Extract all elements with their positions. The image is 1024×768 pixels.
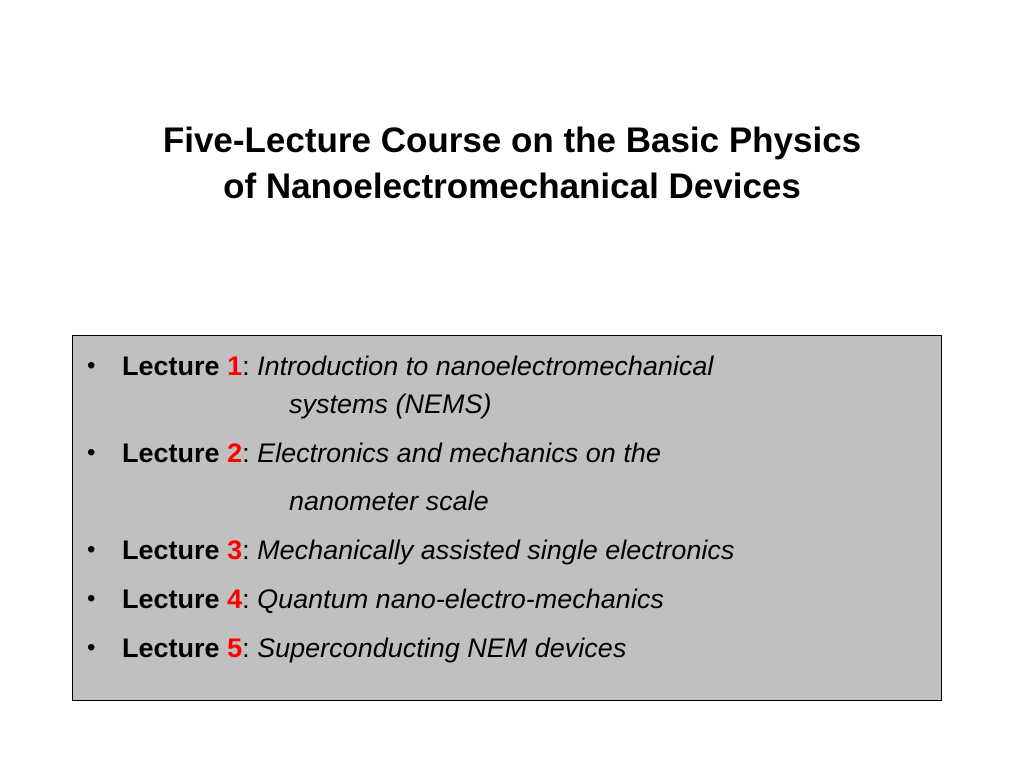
bullet-icon: •: [87, 536, 96, 563]
slide-title-line-1: Five-Lecture Course on the Basic Physics: [162, 121, 862, 160]
lecture-separator: :: [242, 584, 250, 614]
slide-title: [40, 118, 984, 210]
lecture-description: Superconducting NEM devices: [257, 633, 627, 663]
lecture-number: 2: [227, 438, 243, 468]
lecture-list: [73, 347, 941, 678]
lecture-separator: :: [242, 438, 250, 468]
lecture-separator: :: [242, 351, 250, 381]
list-item-lecture-4: [73, 580, 941, 618]
slide-title-line-2: of Nanoelectromechanical Devices: [223, 167, 801, 206]
bullet-icon: •: [87, 585, 96, 612]
lecture-separator: :: [242, 535, 250, 565]
list-item-lecture-5: [73, 629, 941, 667]
bullet-icon: •: [87, 634, 96, 661]
lecture-number: 1: [227, 351, 243, 381]
lecture-label: Lecture: [122, 438, 220, 468]
lecture-description-line-1: Electronics and mechanics on the: [257, 438, 661, 468]
bullet-icon: •: [87, 352, 96, 379]
list-item-lecture-2: [73, 434, 941, 520]
lecture-description-line-2: nanometer scale: [289, 486, 489, 516]
lecture-label: Lecture: [122, 584, 220, 614]
lecture-description: Quantum nano-electro-mechanics: [257, 584, 664, 614]
lecture-number: 4: [227, 584, 243, 614]
lecture-list-box: [72, 335, 942, 701]
lecture-label: Lecture: [122, 535, 220, 565]
lecture-label: Lecture: [122, 633, 220, 663]
bullet-icon: •: [87, 439, 96, 466]
list-item-lecture-1: [73, 347, 941, 423]
lecture-description-line-2: systems (NEMS): [289, 389, 492, 419]
lecture-number: 5: [227, 633, 243, 663]
lecture-separator: :: [242, 633, 250, 663]
lecture-label: Lecture: [122, 351, 220, 381]
lecture-description-line-1: Introduction to nanoelectromechanical: [257, 351, 714, 381]
lecture-description: Mechanically assisted single electronics: [257, 535, 735, 565]
lecture-number: 3: [227, 535, 243, 565]
list-item-lecture-3: [73, 531, 941, 569]
